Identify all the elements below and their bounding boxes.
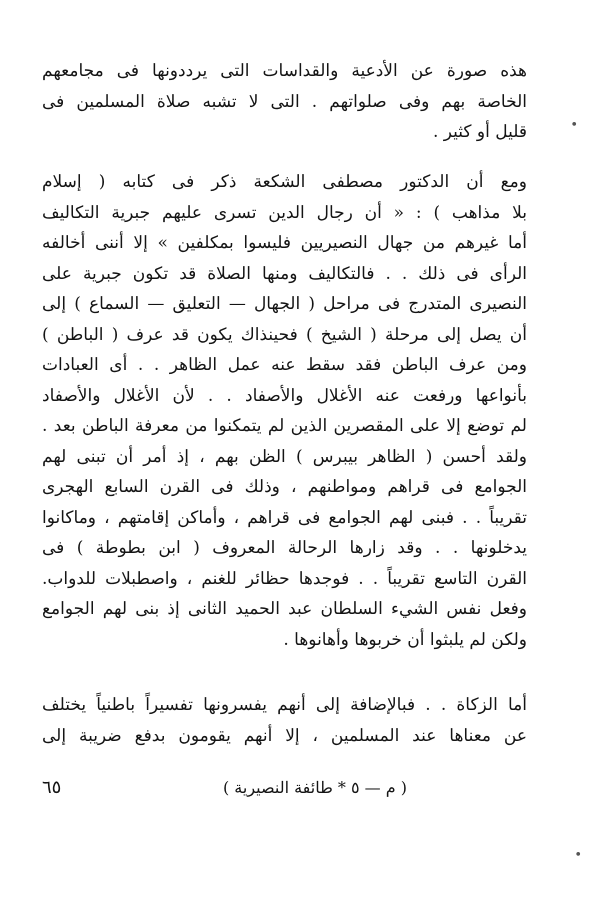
text-line: ومن عرف الباطن فقد سقط عنه عمل الظاهر . . أى العبادات xyxy=(42,355,527,375)
text-line: الجوامع فى قراهم ومواطنهم ، وذلك فى القرن السابع الهجرى xyxy=(42,477,527,497)
text-line: ولقد أحسن ( الظاهر بيبرس ) الظن بهم ، إذ أمر أن تبنى لهم xyxy=(42,446,527,467)
text-line: أما الزكاة . . فبالإضافة إلى أنهم يفسرونها تفسيراً باطنياً يختلف xyxy=(42,695,527,715)
paragraph-prayers xyxy=(42,56,527,148)
text-line: لم توضع إلا على المقصرين الذين لم يتمكنوا من معرفة الباطن بعد . xyxy=(42,416,527,436)
text-line: القرن التاسع تقريباً . . فوجدها حظائر للغنم ، واصطبلات للدواب. xyxy=(42,568,527,589)
margin-speck: • xyxy=(574,848,582,863)
text-line: بأنواعها ورفعت عنه الأغلال والأصفاد . . لأن الأغلال والأصفاد xyxy=(42,385,527,406)
page-footer xyxy=(42,773,527,803)
paragraph-obligations xyxy=(42,167,527,655)
text-line: النصيرى المتدرج فى مراحل ( الجهال — التعليق — السماع ) إلى xyxy=(42,294,527,314)
text-line: عن معناها عند المسلمين ، إلا أنهم يقومون بدفع ضريبة إلى xyxy=(42,725,527,746)
text-line: الرأى فى ذلك . . فالتكاليف ومنها الصلاة قد تكون جبرية على xyxy=(42,263,527,284)
page-number: ٦٥ xyxy=(42,777,62,798)
paragraph-zakat xyxy=(42,690,527,751)
margin-speck: • xyxy=(570,118,578,133)
text-line: بلا مذاهب ) : « أن رجال الدين تسرى عليهم جبرية التكاليف xyxy=(42,202,527,223)
text-line: وفعل نفس الشيء السلطان عبد الحميد الثانى إذ بنى لهم الجوامع xyxy=(42,599,527,619)
text-line: الخاصة بهم وفى صلواتهم . التى لا تشبه صلاة المسلمين فى xyxy=(42,91,527,112)
chapter-caption: ( م — ٥ * طائفة النصيرية ) xyxy=(222,778,407,797)
text-line: أن يصل إلى مرحلة ( الشيخ ) فحينذاك يكون قد عرف ( الباطن ) xyxy=(42,324,527,345)
text-line: قليل أو كثير . xyxy=(432,122,527,142)
text-line: أما غيرهم من جهال النصيريين فليسوا بمكلفين » إلا أننى أخالفه xyxy=(42,233,527,253)
text-line: تقريباً . . فبنى لهم الجوامع فى قراهم ، وأماكن إقامتهم ، وماكانوا xyxy=(42,507,527,528)
text-line: هذه صورة عن الأدعية والقداسات التى يرددونها فى مجامعهم xyxy=(42,61,527,81)
text-line: يدخلونها . . وقد زارها الرحالة المعروف ( ابن بطوطة ) فى xyxy=(42,538,527,558)
text-line: ومع أن الدكتور مصطفى الشكعة ذكر فى كتابه ( إسلام xyxy=(42,172,527,192)
text-line: ولكن لم يلبثوا أن خربوها وأهانوها . xyxy=(283,629,527,650)
